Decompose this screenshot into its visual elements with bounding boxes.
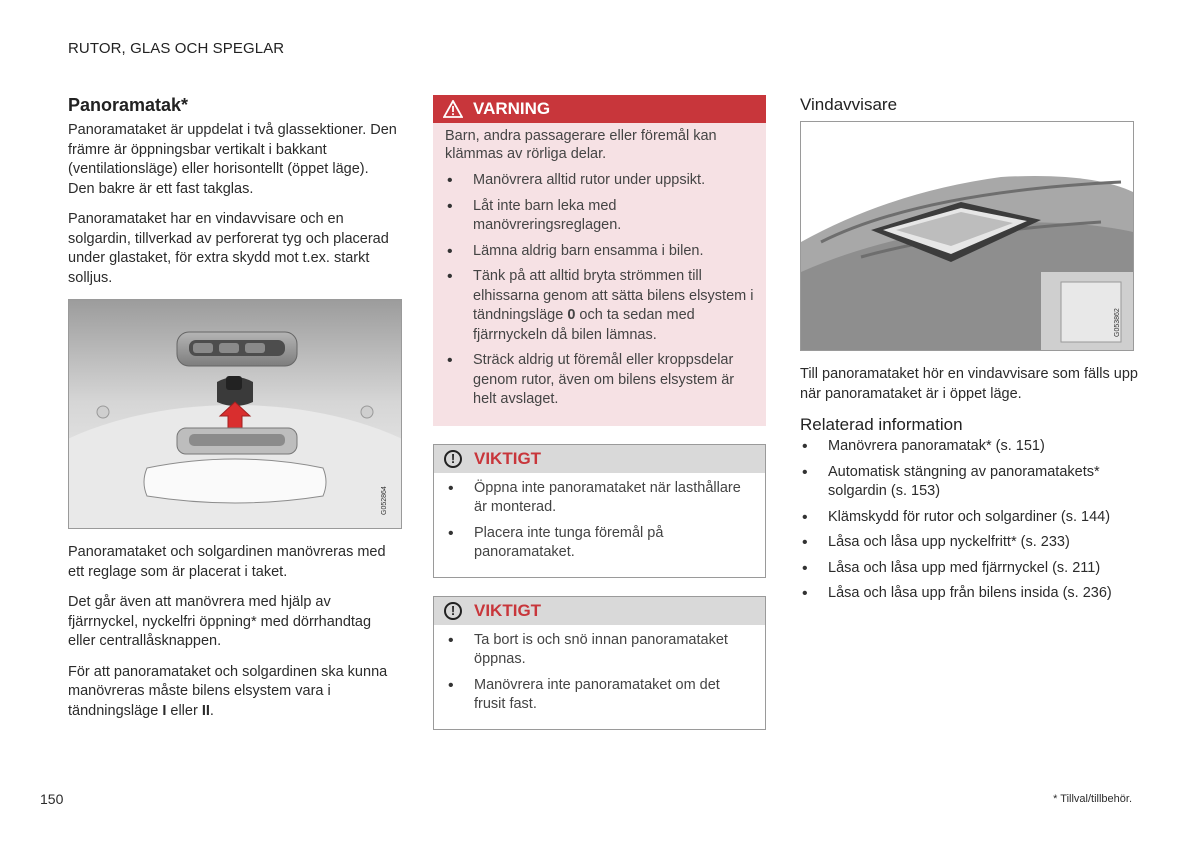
footnote: * Tillval/tillbehör.	[1053, 793, 1132, 805]
related-list	[800, 437, 1140, 604]
list-item: • Manövrera alltid rutor under uppsikt.	[445, 171, 754, 191]
important-box	[433, 596, 766, 730]
important-label: VIKTIGT	[474, 600, 542, 620]
list-item: • Sträck aldrig ut föremål eller kroppsdelar genom rutor, även om bilens elsystem är helt avslaget.	[445, 351, 754, 410]
warning-triangle-icon	[443, 100, 463, 118]
list-item: • Tänk på att alltid bryta strömmen till elhissarna genom att sätta bilens elsystem i tändningsläge 0 och ta sedan med fjärrnyckeln då bilen lämnas.	[445, 267, 754, 345]
paragraph: Panoramataket har en vindavvisare och en solgardin, tillverkad av perforerat tyg och placerad under glastaket, för extra skydd mot t.ex. starkt solljus.	[68, 211, 389, 286]
warning-intro: Barn, andra passagerare eller föremål kan klämmas av rörliga delar.	[445, 128, 717, 162]
warning-label: VARNING	[473, 99, 551, 118]
related-link[interactable]: • Låsa och låsa upp med fjärrnyckel (s. 211)	[800, 559, 1140, 579]
paragraph: För att panoramataket och solgardinen ska kunna manövreras måste bilens elsystem vara i tändningsläge I eller II.	[68, 663, 388, 719]
page-number: 150	[40, 791, 64, 807]
list-item: • Manövrera inte panoramataket om det frusit fast.	[446, 676, 753, 715]
column-middle	[433, 95, 766, 730]
list-item: • Ta bort is och snö innan panoramataket öppnas.	[446, 631, 753, 670]
figure-code: G053862	[1114, 308, 1121, 337]
important-label: VIKTIGT	[474, 448, 542, 468]
warning-box	[433, 95, 766, 426]
warning-header	[433, 95, 766, 123]
related-link[interactable]: • Automatisk stängning av panoramatakets* solgardin (s. 153)	[800, 463, 1140, 502]
important-box	[433, 444, 766, 578]
related-heading: Relaterad information	[800, 415, 963, 434]
related-link[interactable]: • Låsa och låsa upp från bilens insida (s. 236)	[800, 584, 1140, 604]
related-link[interactable]: • Låsa och låsa upp nyckelfritt* (s. 233)	[800, 533, 1140, 553]
roof-control-illustration	[68, 299, 402, 529]
paragraph: Det går även att manövrera med hjälp av fjärrnyckel, nyckelfri öppning* med dörrhandtag eller centrallåsknappen.	[68, 594, 372, 649]
warning-list	[433, 171, 766, 410]
paragraph: Panoramataket är uppdelat i två glassektioner. Den främre är öppningsbar vertikalt i bakkant (ventilationsläge) eller horisontellt (öppet läge). Den bakre är ett fast takglas.	[68, 122, 397, 197]
paragraph: Panoramataket och solgardinen manövreras med ett reglage som är placerat i taket.	[68, 544, 386, 580]
related-link[interactable]: • Klämskydd för rutor och solgardiner (s. 144)	[800, 508, 1140, 528]
page-header: RUTOR, GLAS OCH SPEGLAR	[68, 40, 285, 57]
important-header	[434, 597, 765, 625]
column-left	[68, 95, 398, 732]
exclamation-circle-icon: !	[444, 450, 462, 468]
section-title: Panoramatak*	[68, 95, 189, 115]
paragraph: Till panoramataket hör en vindavvisare som fälls upp när panoramataket är i öppet läge.	[800, 366, 1138, 402]
important-list	[434, 625, 765, 715]
exclamation-circle-icon: !	[444, 602, 462, 620]
related-link[interactable]: • Manövrera panoramatak* (s. 151)	[800, 437, 1140, 457]
important-list	[434, 473, 765, 563]
column-right	[800, 95, 1140, 610]
list-item: • Lämna aldrig barn ensamma i bilen.	[445, 242, 754, 262]
wind-deflector-illustration	[800, 121, 1134, 351]
sunroof-car-drawing	[801, 122, 1133, 350]
important-header	[434, 445, 765, 473]
section-heading: Vindavvisare	[800, 95, 898, 114]
list-item: • Låt inte barn leka med manövreringsreglagen.	[445, 197, 754, 236]
list-item: • Öppna inte panoramataket när lasthållare är monterad.	[446, 479, 753, 518]
list-item: • Placera inte tunga föremål på panoramataket.	[446, 524, 753, 563]
roof-console-drawing	[69, 300, 401, 528]
figure-code: G052864	[381, 486, 388, 515]
